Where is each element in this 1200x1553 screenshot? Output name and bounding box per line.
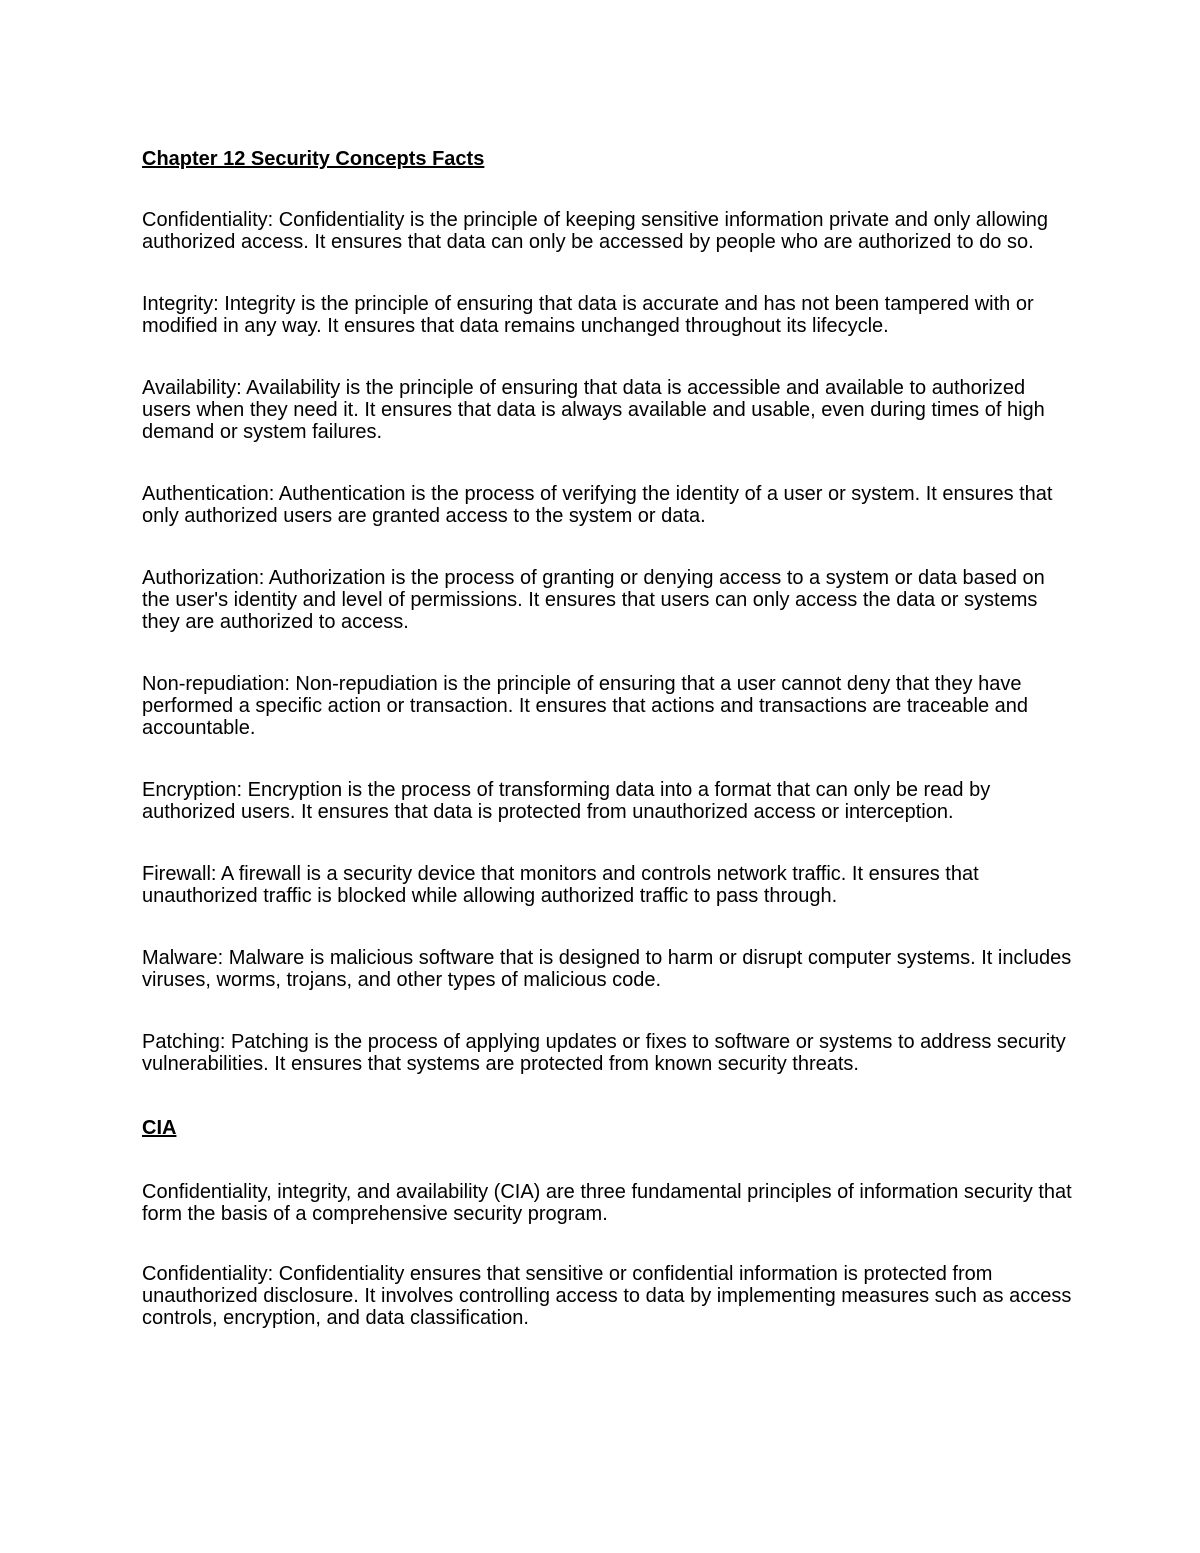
paragraph-non-repudiation: Non-repudiation: Non-repudiation is the principle of ensuring that a user cannot deny that they have performed a specific action or transaction. It ensures that actions and transactions are traceable and accountable. bbox=[142, 673, 1029, 739]
paragraph-authorization: Authorization: Authorization is the process of granting or denying access to a system or data based on the user's identity and level of permissions. It ensures that users can only access the data or systems they are authorized to access. bbox=[142, 567, 1045, 633]
paragraph-authentication: Authentication: Authentication is the process of verifying the identity of a user or system. It ensures that only authorized users are granted access to the system or data. bbox=[142, 483, 1053, 527]
paragraph-malware: Malware: Malware is malicious software that is designed to harm or disrupt computer systems. It includes viruses, worms, trojans, and other types of malicious code. bbox=[142, 947, 1072, 991]
document-page bbox=[142, 146, 1072, 1329]
paragraph-availability: Availability: Availability is the principle of ensuring that data is accessible and available to authorized users when they need it. It ensures that data is always available and usable, even during times of high demand or system failures. bbox=[142, 377, 1045, 443]
document-title: Chapter 12 Security Concepts Facts bbox=[142, 148, 485, 170]
paragraph-confidentiality: Confidentiality: Confidentiality is the principle of keeping sensitive information private and only allowing authorized access. It ensures that data can only be accessed by people who are authorized to do so. bbox=[142, 209, 1049, 253]
paragraph-integrity: Integrity: Integrity is the principle of ensuring that data is accurate and has not been tampered with or modified in any way. It ensures that data remains unchanged throughout its lifecycle. bbox=[142, 293, 1034, 337]
paragraph-patching: Patching: Patching is the process of applying updates or fixes to software or systems to address security vulnerabilities. It ensures that systems are protected from known security threats. bbox=[142, 1031, 1066, 1075]
paragraph-cia-intro: Confidentiality, integrity, and availability (CIA) are three fundamental principles of information security that form the basis of a comprehensive security program. bbox=[142, 1181, 1072, 1225]
paragraph-encryption: Encryption: Encryption is the process of transforming data into a format that can only be read by authorized users. It ensures that data is protected from unauthorized access or interception. bbox=[142, 779, 991, 823]
paragraph-firewall: Firewall: A firewall is a security device that monitors and controls network traffic. It ensures that unauthorized traffic is blocked while allowing authorized traffic to pass through. bbox=[142, 863, 979, 907]
cia-heading: CIA bbox=[142, 1117, 177, 1139]
paragraph-cia-confidentiality: Confidentiality: Confidentiality ensures that sensitive or confidential information is protected from unauthorized disclosure. It involves controlling access to data by implementing measures such as access controls, encryption, and data classification. bbox=[142, 1263, 1072, 1329]
